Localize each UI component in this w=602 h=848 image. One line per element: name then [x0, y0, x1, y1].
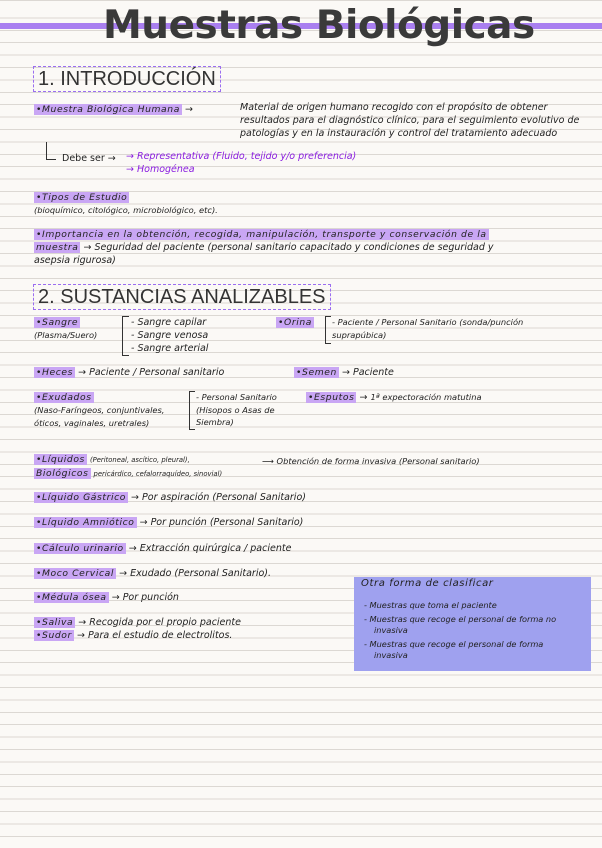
- list-item: - Muestras que recoge el personal de forma invasiva: [364, 639, 544, 660]
- sangre-items: - Sangre capilar - Sangre venosa - Sangre arterial: [131, 317, 209, 354]
- definition-line: Material de origen humano recogido con el propósito de obtener: [240, 102, 548, 113]
- otra-forma-list: [364, 600, 590, 661]
- definition-line: resultados para el diagnóstico clínico, para el seguimiento evolutivo de: [240, 115, 580, 126]
- debe-ser-list: [126, 150, 356, 176]
- exudados-items: - Personal Sanitario (Hisopos o Asas de Siembra): [196, 392, 277, 427]
- bracket: [325, 316, 331, 344]
- exudados-term: •Exudados (Naso-Faríngeos, conjuntivales, óticos, vaginales, uretrales): [34, 392, 165, 428]
- gastrico-row: •Líquido Gástrico → Por aspiración (Personal Sanitario): [36, 492, 306, 503]
- section-heading-sustancias: 2. SUSTANCIAS ANALIZABLES: [33, 284, 331, 310]
- bracket: [189, 391, 195, 430]
- otra-forma-title: Otra forma de clasificar: [361, 578, 494, 589]
- definition-line: patologías y en la instauración y control del tratamiento adecuado: [240, 128, 558, 139]
- debe-ser-label: Debe ser →: [62, 153, 116, 164]
- branch-line: [46, 159, 56, 160]
- arrow-icon: →: [83, 242, 92, 253]
- muestra-definition: [240, 101, 595, 140]
- bracket: [122, 316, 129, 356]
- saliva-row: •Saliva → Recogida por el propio paciente: [36, 617, 241, 628]
- amniotico-row: •Líquido Amniótico → Por punción (Personal Sanitario): [36, 517, 304, 528]
- calculo-row: •Cálculo urinario → Extracción quirúrgica / paciente: [36, 543, 292, 554]
- tipos-estudio: •Tipos de Estudio (bioquímico, citológico, microbiológico, etc).: [34, 192, 218, 215]
- heces-row: •Heces → Paciente / Personal sanitario: [36, 367, 225, 378]
- orina-items: - Paciente / Personal Sanitario (sonda/punción suprapúbica): [332, 317, 524, 340]
- arrow-icon: →: [184, 104, 193, 115]
- moco-row: •Moco Cervical → Exudado (Personal Sanitario).: [36, 568, 272, 579]
- sangre-term: •Sangre (Plasma/Suero): [34, 317, 98, 340]
- orina-term: •Orina: [278, 317, 313, 328]
- list-item: → Homogénea: [126, 164, 195, 175]
- sudor-row: •Sudor → Para el estudio de electrolitos.: [36, 630, 233, 641]
- list-item: - Muestras que toma el paciente: [364, 600, 497, 610]
- importancia: •Importancia en la obtención, recogida, manipulación, transporte y conservación de la muestra → Seguridad del paciente (personal sanitario capacitado y condiciones de seguridad y asepsia rigurosa): [34, 229, 494, 266]
- medula-row: •Médula ósea → Por punción: [36, 592, 179, 603]
- muestra-term: •Muestra Biológica Humana →: [36, 104, 193, 115]
- semen-row: •Semen → Paciente: [296, 367, 394, 378]
- liquidos-term: •Líquidos (Peritoneal, ascítico, pleural), Biológicos pericárdico, cefalorraquídeo, sinovial): [36, 454, 223, 479]
- section-heading-introduccion: 1. INTRODUCCIÓN: [33, 66, 221, 92]
- branch-line: [46, 142, 47, 160]
- list-item: - Muestras que recoge el personal de forma no invasiva: [364, 614, 557, 635]
- list-item: → Representativa (Fluido, tejido y/o preferencia): [126, 151, 357, 162]
- liquidos-desc: ⟶ Obtención de forma invasiva (Personal sanitario): [262, 456, 480, 466]
- arrow-icon: →: [107, 153, 116, 164]
- page-title: Muestras Biológicas: [103, 3, 535, 48]
- esputos-row: •Esputos → 1ª expectoración matutina: [308, 392, 482, 403]
